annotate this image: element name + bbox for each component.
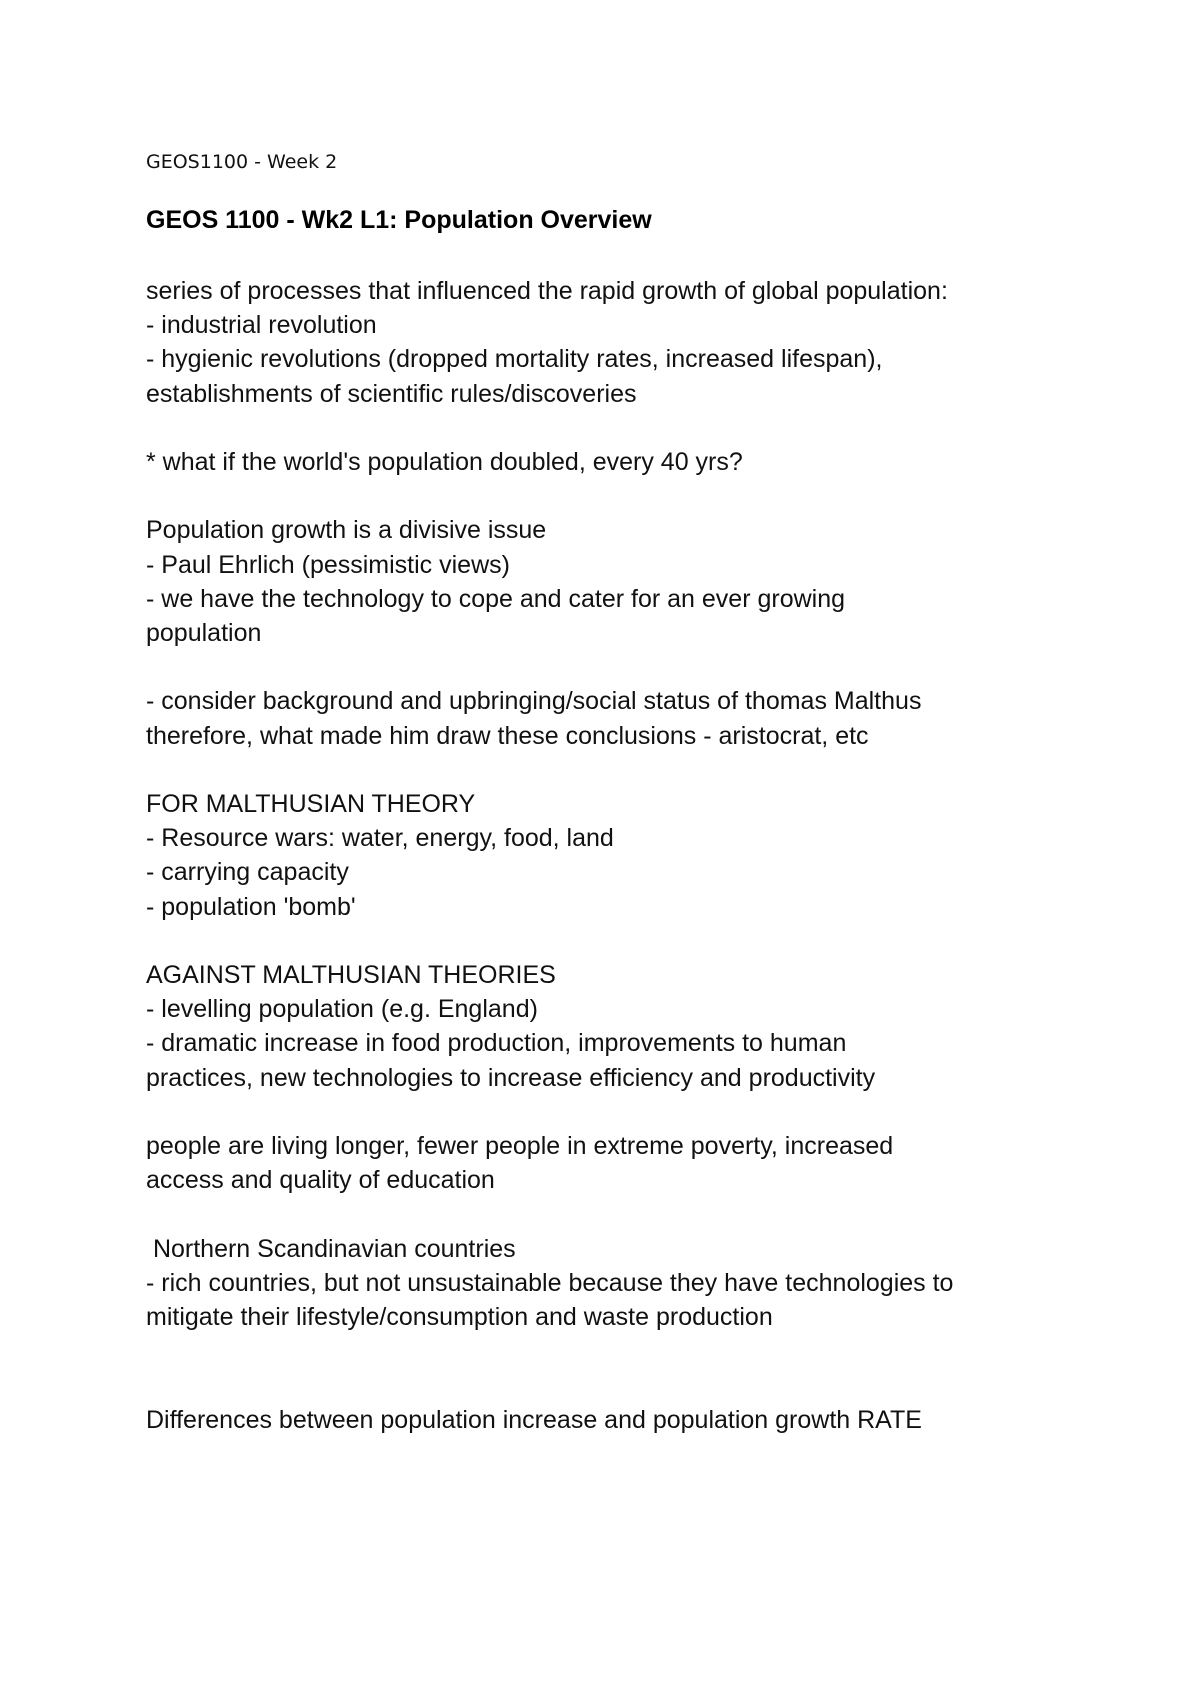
bullet-line: - carrying capacity: [146, 858, 349, 887]
section-heading: AGAINST MALTHUSIAN THEORIES: [146, 960, 556, 989]
text-line: mitigate their lifestyle/consumption and waste production: [146, 1302, 773, 1331]
bullet-line: - rich countries, but not unsustainable because they have technologies to: [146, 1268, 954, 1297]
page-header: GEOS1100 - Week 2: [146, 151, 338, 173]
text-line: series of processes that influenced the rapid growth of global population:: [146, 277, 948, 305]
bullet-line: - we have the technology to cope and cater for an ever growing: [146, 584, 846, 613]
bullet-line: - population 'bomb': [146, 892, 356, 921]
paragraph: [146, 445, 1146, 479]
paragraph: [146, 1368, 1146, 1436]
notes-body: [146, 274, 1146, 1471]
bullet-line: - Paul Ehrlich (pessimistic views): [146, 550, 510, 579]
paragraph: [146, 1129, 1146, 1197]
text-line: * what if the world's population doubled, every 40 yrs?: [146, 448, 743, 476]
paragraph: [146, 513, 1146, 650]
paragraph: [146, 1232, 1146, 1335]
paragraph: [146, 684, 1146, 752]
bullet-line: - consider background and upbringing/social status of thomas Malthus: [146, 687, 922, 716]
text-line: Differences between population increase and population growth RATE: [146, 1405, 922, 1434]
paragraph: [146, 958, 1146, 1095]
section-heading: FOR MALTHUSIAN THEORY: [146, 789, 476, 818]
paragraph: [146, 274, 1146, 411]
bullet-line: - dramatic increase in food production, improvements to human: [146, 1029, 847, 1058]
page-title: GEOS 1100 - Wk2 L1: Population Overview: [146, 206, 652, 234]
text-line: establishments of scientific rules/discoveries: [146, 379, 637, 408]
bullet-line: - hygienic revolutions (dropped mortality rates, increased lifespan),: [146, 345, 883, 374]
text-line: population: [146, 619, 262, 647]
text-line: people are living longer, fewer people in extreme poverty, increased: [146, 1131, 894, 1160]
text-line: therefore, what made him draw these conclusions - aristocrat, etc: [146, 721, 869, 750]
text-line: practices, new technologies to increase efficiency and productivity: [146, 1063, 876, 1092]
paragraph: [146, 787, 1146, 924]
text-line: Northern Scandinavian countries: [146, 1234, 516, 1263]
blank-line: [146, 1368, 1146, 1402]
bullet-line: - Resource wars: water, energy, food, land: [146, 824, 614, 853]
text-line: access and quality of education: [146, 1166, 495, 1195]
bullet-line: - industrial revolution: [146, 311, 377, 340]
text-line: Population growth is a divisive issue: [146, 516, 547, 545]
bullet-line: - levelling population (e.g. England): [146, 995, 538, 1024]
